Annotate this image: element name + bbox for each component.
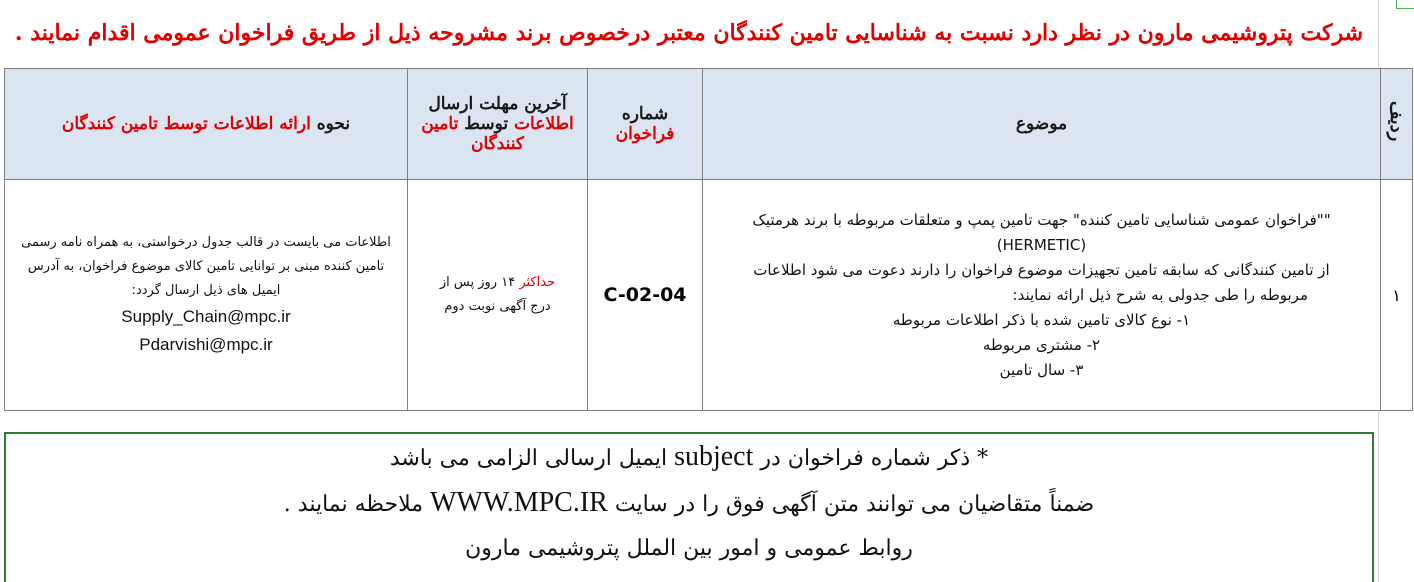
header-deadline-line3: کنندگان — [470, 134, 525, 154]
header-row-number[interactable]: ردیف — [1381, 69, 1413, 180]
header-method-red: ارائه اطلاعات توسط تامین کنندگان — [61, 114, 311, 134]
header-call-number-line1: شماره — [621, 104, 669, 124]
method-line: ایمیل های ذیل ارسال گردد: — [131, 283, 281, 298]
subject-line: ۳- سال تامین — [999, 360, 1084, 379]
notice-line-site: ضمناً متقاضیان می توانند متن آگهی فوق را در سایت WWW.MPC.IR ملاحظه نمایند . — [283, 487, 1095, 518]
notice-subject-word: subject — [674, 441, 754, 472]
header-call-number-line2: فراخوان — [615, 124, 675, 144]
announcement-table — [4, 68, 1413, 411]
subject-line: ""فراخوان عمومی شناسایی تامین کننده" جهت تامین پمپ و متعلقات مربوطه با برند هرمتیک — [752, 210, 1331, 229]
header-deadline[interactable] — [408, 69, 588, 180]
header-call-number[interactable] — [588, 69, 703, 180]
deadline-rest: ۱۴ روز پس از — [439, 275, 520, 290]
subject-line: مربوطه را طی جدولی به شرح ذیل ارائه نمایند: — [1012, 285, 1308, 304]
subject-line: از تامین کنندگانی که سابقه تامین تجهیزات موضوع فراخوان را دارند دعوت می شود اطلاعات — [753, 260, 1330, 279]
table-header-row — [5, 69, 1413, 180]
notice-line-signature: روابط عمومی و امور بین الملل پتروشیمی مارون — [465, 536, 913, 561]
notice-line-subject: * ذکر شماره فراخوان در subject ایمیل ارسالی الزامی می باشد — [389, 441, 989, 472]
call-number: 04-C-02 — [603, 284, 687, 306]
cell-selection-marker — [1396, 0, 1414, 9]
header-deadline-red2: تامین — [421, 114, 459, 134]
email-supply-chain: Supply_Chain@mpc.ir — [121, 307, 291, 326]
subject-line: (HERMETIC) — [996, 235, 1087, 254]
cell-call-number[interactable] — [588, 180, 703, 411]
header-note: شرکت پتروشیمی مارون در نظر دارد نسبت به شناسایی تامین کنندگان معتبر درخصوص برند مشروحه ذیل از طریق فراخوان عمومی اقدام نمایند . — [14, 20, 1364, 46]
header-subject[interactable]: موضوع — [703, 69, 1381, 180]
notice-site-url: WWW.MPC.IR — [429, 487, 608, 518]
header-method[interactable] — [5, 69, 408, 180]
notice-box[interactable] — [4, 432, 1374, 582]
deadline-red: حداکثر — [519, 275, 556, 290]
table-row — [5, 180, 1413, 411]
cell-subject[interactable] — [703, 180, 1381, 411]
cell-method[interactable] — [5, 180, 408, 411]
method-line: اطلاعات می بایست در قالب جدول درخواستی، به همراه نامه رسمی — [21, 235, 391, 250]
header-deadline-line1: آخرین مهلت ارسال — [428, 94, 567, 114]
deadline-line2: درج آگهی نوبت دوم — [444, 299, 551, 314]
header-deadline-red1: اطلاعات — [514, 114, 574, 134]
email-pdarvishi: Pdarvishi@mpc.ir — [139, 335, 273, 354]
method-line: تامین کننده مبنی بر توانایی تامین کالای موضوع فراخوان، به آدرس — [27, 259, 385, 274]
subject-line: ۲- مشتری مربوطه — [982, 335, 1101, 354]
cell-row-number[interactable]: ۱ — [1381, 180, 1413, 411]
subject-line: ۱- نوع کالای تامین شده با ذکر اطلاعات مربوطه — [892, 310, 1191, 329]
cell-deadline[interactable] — [408, 180, 588, 411]
header-method-black: نحوه — [310, 114, 351, 134]
header-deadline-black: توسط — [458, 114, 515, 134]
